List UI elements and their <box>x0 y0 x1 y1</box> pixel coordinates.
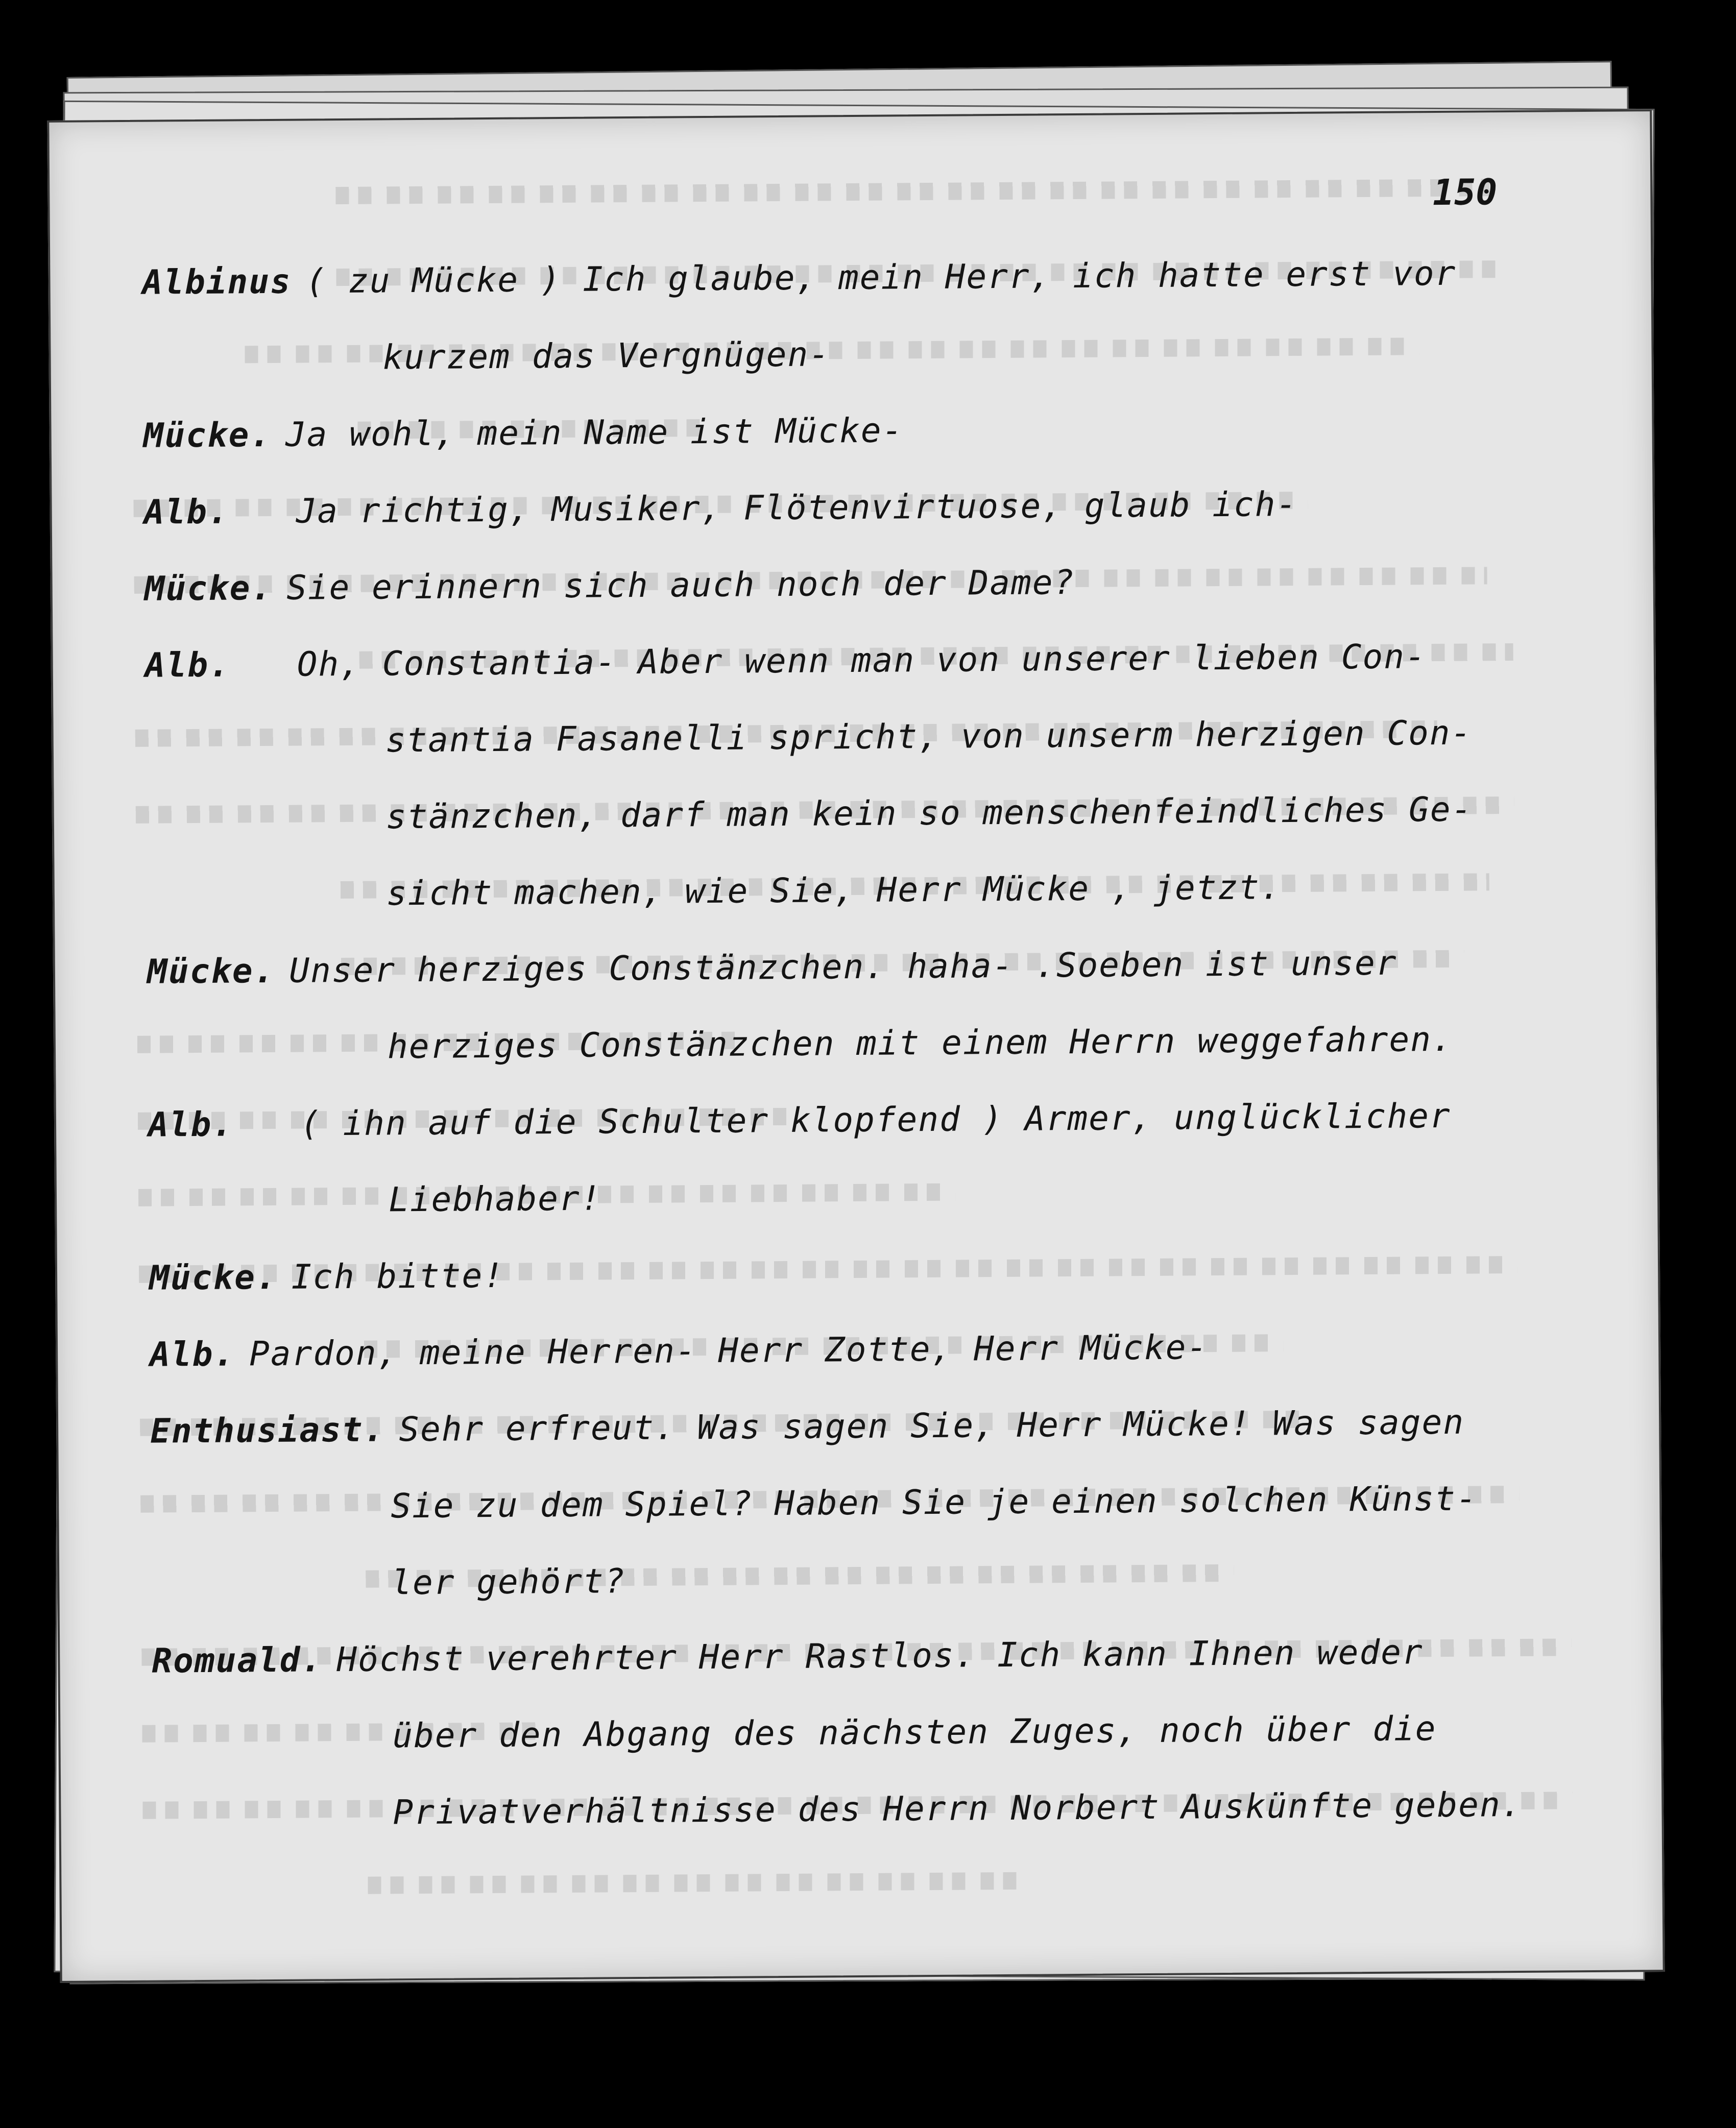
dialogue-continuation <box>145 693 1657 781</box>
line-text: Privatverhältnisse des Herrn Norbert Auskünfte geben. <box>393 1784 1523 1832</box>
line-text: über den Abgang des nächsten Zuges, noch über die <box>392 1709 1437 1756</box>
line-text: stantia Fasanelli spricht, von unserm herzigen Con- <box>385 713 1473 760</box>
dialogue-line <box>150 1306 1661 1393</box>
dialogue-line <box>143 387 1655 474</box>
speaker-name: Romuald. <box>152 1640 323 1681</box>
dialogue-continuation <box>152 1689 1664 1776</box>
line-text: ( ihn auf die Schulter klopfend ) Armer, unglücklicher <box>300 1096 1451 1144</box>
dialogue-line <box>142 234 1654 321</box>
line-text: Unser herziges Constänzchen. haha- .Soeben ist unser <box>289 943 1397 990</box>
speaker-name: Enthusiast. <box>150 1410 385 1451</box>
speaker-name: Alb. <box>143 492 229 532</box>
line-text: Sie erinnern sich auch noch der Dame? <box>286 562 1075 608</box>
dialogue-line <box>143 464 1655 551</box>
dialogue-text <box>142 234 1665 1853</box>
speaker-name: Mücke. <box>147 951 275 992</box>
speaker-name: Mücke. <box>143 415 272 455</box>
dialogue-line <box>144 540 1656 627</box>
line-text: Ja richtig, Musiker, Flötenvirtuose, glaub ich- <box>296 484 1298 531</box>
speaker-name: Albinus <box>142 261 292 302</box>
dialogue-line <box>148 1076 1660 1164</box>
dialogue-line <box>149 1229 1661 1317</box>
page-number: 150 <box>1432 171 1498 214</box>
dialogue-continuation <box>151 1459 1662 1546</box>
dialogue-continuation <box>142 310 1654 398</box>
line-text: ( zu Mücke ) Ich glaube, mein Herr, ich hatte erst vor <box>305 253 1457 301</box>
dialogue-continuation <box>146 770 1657 857</box>
dialogue-line <box>144 617 1656 704</box>
line-text: Höchst verehrter Herr Rastlos. Ich kann Ihnen weder <box>336 1632 1424 1680</box>
line-text: herziges Constänzchen mit einem Herrn weggefahren. <box>387 1019 1453 1067</box>
line-text: Sehr erfreut. Was sagen Sie, Herr Mücke! Was sagen <box>399 1402 1465 1449</box>
dialogue-line <box>147 923 1658 1010</box>
dialogue-continuation <box>146 847 1658 934</box>
dialogue-line <box>150 1383 1662 1470</box>
speaker-name: Mücke. <box>144 568 273 609</box>
dialogue-continuation <box>149 1153 1660 1240</box>
line-text: sicht machen, wie Sie, Herr Mücke , jetzt. <box>386 867 1282 913</box>
speaker-name: Alb. <box>148 1104 234 1145</box>
line-text: Ich bitte! <box>291 1255 505 1297</box>
speaker-name: Alb. <box>149 1334 235 1374</box>
dialogue-continuation <box>151 1536 1663 1623</box>
line-text: Sie zu dem Spiel? Haben Sie je einen solchen Künst- <box>390 1479 1478 1526</box>
line-text: ler gehört? <box>391 1561 626 1603</box>
line-text: kurzem das Vergnügen- <box>382 334 831 377</box>
line-text: stänzchen, darf man kein so menschenfeindliches Ge- <box>385 789 1473 837</box>
typewritten-page <box>47 109 1665 1983</box>
line-text: Pardon, meine Herren- Herr Zotte, Herr Mücke- <box>249 1327 1209 1374</box>
dialogue-continuation <box>153 1766 1665 1853</box>
line-text: Oh, Constantia- Aber wenn man von unserer lieben Con- <box>297 637 1427 684</box>
line-text: Liebhaber! <box>388 1178 602 1220</box>
line-text: Ja wohl, mein Name ist Mücke- <box>285 410 904 454</box>
speaker-name: Alb. <box>144 645 230 685</box>
speaker-name: Mücke. <box>149 1257 277 1298</box>
dialogue-continuation <box>147 1000 1659 1087</box>
dialogue-line <box>152 1612 1663 1700</box>
